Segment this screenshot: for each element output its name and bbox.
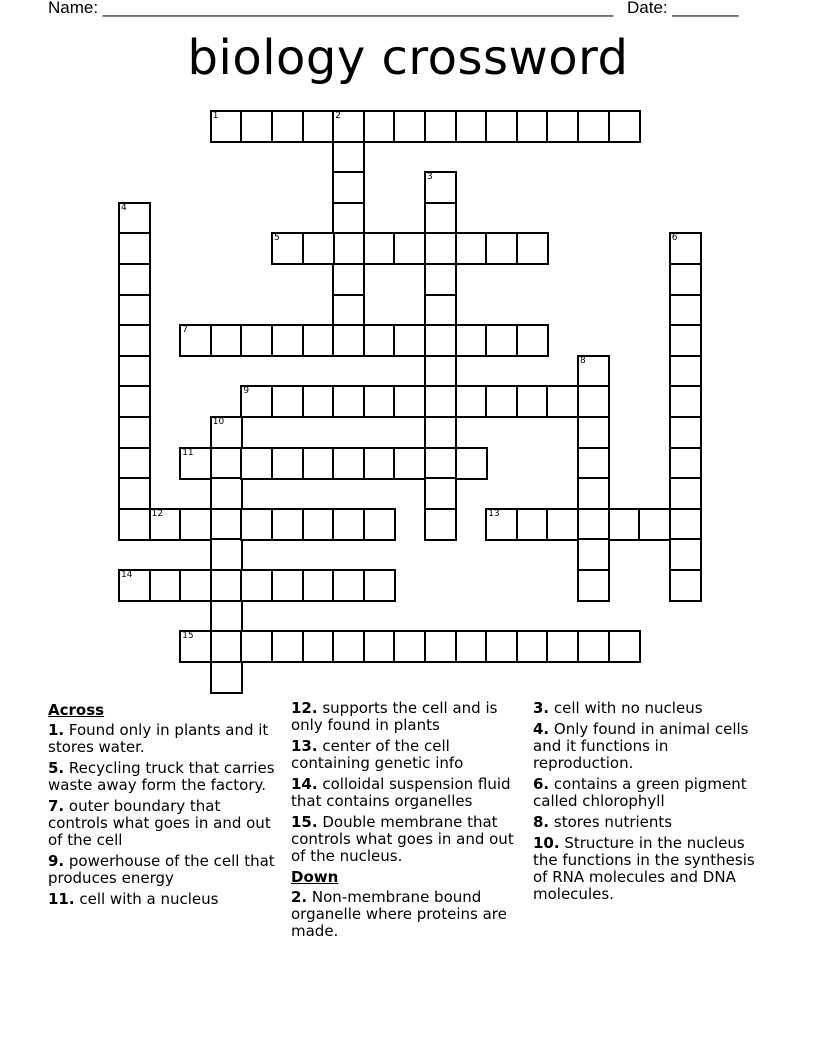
- crossword-cell[interactable]: [546, 110, 579, 143]
- crossword-cell[interactable]: [393, 630, 426, 663]
- crossword-cell[interactable]: [302, 385, 335, 418]
- clue-item: [291, 700, 527, 734]
- crossword-cell[interactable]: [179, 508, 212, 541]
- crossword-cell[interactable]: [608, 110, 641, 143]
- crossword-cell[interactable]: [332, 294, 365, 327]
- crossword-cell[interactable]: [118, 416, 151, 449]
- crossword-cell[interactable]: [271, 110, 304, 143]
- crossword-cell[interactable]: [393, 110, 426, 143]
- cell-number: 12: [151, 508, 164, 519]
- crossword-cell[interactable]: [424, 385, 457, 418]
- crossword-cell[interactable]: [179, 630, 212, 663]
- crossword-cell[interactable]: [210, 508, 243, 541]
- cell-number: 13: [488, 508, 500, 519]
- crossword-cell[interactable]: [332, 385, 365, 418]
- cell-number: 5: [274, 233, 280, 244]
- crossword-cell[interactable]: [302, 569, 335, 602]
- crossword-cell[interactable]: [455, 630, 488, 663]
- clue-text: center of the cell containing genetic info: [291, 737, 464, 772]
- crossword-cell[interactable]: [669, 263, 702, 296]
- crossword-cell[interactable]: [669, 477, 702, 510]
- crossword-cell[interactable]: [149, 508, 182, 541]
- clue-item: [48, 798, 284, 849]
- crossword-cell[interactable]: [455, 232, 488, 265]
- cell-number: 1: [212, 111, 219, 121]
- crossword-cell[interactable]: [210, 600, 243, 633]
- crossword-cell[interactable]: [332, 447, 365, 480]
- crossword-cell[interactable]: [302, 630, 335, 663]
- crossword-cell[interactable]: [363, 447, 396, 480]
- crossword-cell[interactable]: [118, 232, 151, 265]
- crossword-cell[interactable]: [577, 630, 610, 663]
- crossword-cell[interactable]: [393, 232, 426, 265]
- crossword-cell[interactable]: [332, 630, 365, 663]
- clue-item: [533, 776, 769, 810]
- crossword-cell[interactable]: [332, 202, 365, 235]
- crossword-cell[interactable]: [485, 110, 518, 143]
- crossword-cell[interactable]: [118, 355, 151, 388]
- crossword-cell[interactable]: [302, 110, 335, 143]
- crossword-cell[interactable]: [332, 141, 365, 174]
- crossword-cell[interactable]: [485, 324, 518, 357]
- crossword-cell[interactable]: [577, 508, 610, 541]
- clue-number: 5.: [48, 759, 65, 777]
- clue-item: [291, 889, 527, 940]
- clue-text: outer boundary that controls what goes in and out of the cell: [48, 797, 271, 849]
- crossword-cell[interactable]: [210, 661, 243, 694]
- clues-column-2: [291, 700, 527, 944]
- crossword-cell[interactable]: [424, 263, 457, 296]
- crossword-cell[interactable]: [363, 385, 396, 418]
- cell-number: 10: [212, 417, 225, 427]
- crossword-cell[interactable]: [424, 294, 457, 327]
- crossword-cell[interactable]: [669, 355, 702, 388]
- crossword-cell[interactable]: [577, 569, 610, 602]
- clue-number: 10.: [533, 834, 560, 852]
- crossword-cell[interactable]: [363, 630, 396, 663]
- crossword-cell[interactable]: [118, 385, 151, 418]
- crossword-cell[interactable]: [669, 508, 702, 541]
- crossword-cell[interactable]: [393, 324, 426, 357]
- clue-number: 8.: [533, 813, 550, 831]
- clue-number: 6.: [533, 775, 550, 793]
- crossword-cell[interactable]: [240, 630, 273, 663]
- crossword-cell[interactable]: [424, 202, 457, 235]
- crossword-cell[interactable]: [577, 447, 610, 480]
- cell-number: 4: [121, 202, 127, 213]
- crossword-cell[interactable]: [363, 110, 396, 143]
- clue-text: powerhouse of the cell that produces energy: [48, 852, 275, 887]
- crossword-cell[interactable]: [516, 110, 549, 143]
- crossword-cell[interactable]: [669, 538, 702, 571]
- clue-number: 9.: [48, 852, 65, 870]
- crossword-cell[interactable]: [271, 385, 304, 418]
- crossword-cell[interactable]: [424, 232, 457, 265]
- cell-number: 2: [335, 111, 341, 121]
- crossword-cell[interactable]: [271, 324, 304, 357]
- clue-number: 1.: [48, 721, 65, 739]
- clue-number: 4.: [533, 720, 550, 738]
- crossword-cell[interactable]: [577, 416, 610, 449]
- clue-number: 2.: [291, 888, 308, 906]
- clue-item: [48, 891, 284, 908]
- crossword-cell[interactable]: [669, 569, 702, 602]
- crossword-cell[interactable]: [485, 385, 518, 418]
- clue-text: supports the cell and is only found in plants: [291, 699, 498, 734]
- crossword-cell[interactable]: [577, 355, 610, 388]
- crossword-cell[interactable]: [455, 385, 488, 418]
- crossword-cell[interactable]: [210, 569, 243, 602]
- crossword-cell[interactable]: [302, 508, 335, 541]
- clue-text: cell with no nucleus: [549, 699, 703, 717]
- crossword-cell[interactable]: [240, 447, 273, 480]
- crossword-cell[interactable]: [424, 630, 457, 663]
- crossword-cell[interactable]: [546, 508, 579, 541]
- crossword-cell[interactable]: [577, 538, 610, 571]
- crossword-cell[interactable]: [455, 324, 488, 357]
- crossword-cell[interactable]: [669, 294, 702, 327]
- crossword-cell[interactable]: [271, 447, 304, 480]
- crossword-cell[interactable]: [516, 630, 549, 663]
- clue-item: [533, 721, 769, 772]
- crossword-cell[interactable]: [669, 385, 702, 418]
- cell-number: 15: [182, 631, 194, 642]
- crossword-cell[interactable]: [332, 569, 365, 602]
- clue-item: [48, 853, 284, 887]
- crossword-cell[interactable]: [332, 171, 365, 204]
- clue-text: Double membrane that controls what goes in and out of the nucleus.: [291, 813, 514, 865]
- crossword-cell[interactable]: [393, 385, 426, 418]
- crossword-cell[interactable]: [669, 447, 702, 480]
- clue-number: 3.: [533, 699, 550, 717]
- crossword-cell[interactable]: [424, 324, 457, 357]
- cell-number: 3: [427, 172, 433, 183]
- crossword-cell[interactable]: [363, 508, 396, 541]
- crossword-cell[interactable]: [608, 630, 641, 663]
- crossword-cell[interactable]: [424, 447, 457, 480]
- crossword-cell[interactable]: [363, 569, 396, 602]
- crossword-cell[interactable]: [210, 110, 243, 143]
- crossword-cell[interactable]: [240, 385, 273, 418]
- crossword-cell[interactable]: [118, 508, 151, 541]
- clue-text: colloidal suspension fluid that contains organelles: [291, 775, 511, 810]
- crossword-cell[interactable]: [332, 263, 365, 296]
- across-heading: Across: [48, 701, 105, 719]
- crossword-cell[interactable]: [577, 477, 610, 510]
- clue-item: [48, 760, 284, 794]
- crossword-cell[interactable]: [424, 508, 457, 541]
- crossword-cell[interactable]: [424, 477, 457, 510]
- crossword-cell[interactable]: [393, 447, 426, 480]
- crossword-cell[interactable]: [608, 508, 641, 541]
- date-field-label: Date: _______: [627, 0, 739, 17]
- crossword-cell[interactable]: [546, 385, 579, 418]
- clues-column-3: [533, 700, 769, 907]
- crossword-cell[interactable]: [271, 508, 304, 541]
- cell-number: 9: [243, 386, 250, 397]
- cell-number: 6: [671, 233, 678, 244]
- crossword-cell[interactable]: [455, 447, 488, 480]
- crossword-cell[interactable]: [332, 232, 365, 265]
- crossword-cell[interactable]: [118, 324, 151, 357]
- crossword-cell[interactable]: [516, 232, 549, 265]
- cell-number: 14: [121, 570, 133, 580]
- crossword-cell[interactable]: [118, 447, 151, 480]
- crossword-cell[interactable]: [485, 232, 518, 265]
- crossword-cell[interactable]: [149, 569, 182, 602]
- crossword-cell[interactable]: [516, 385, 549, 418]
- clues-column-1: [48, 700, 284, 912]
- crossword-cell[interactable]: [302, 447, 335, 480]
- crossword-cell[interactable]: [332, 324, 365, 357]
- crossword-cell[interactable]: [455, 110, 488, 143]
- page-title: biology crossword: [187, 30, 629, 86]
- crossword-cell[interactable]: [577, 385, 610, 418]
- clue-text: Structure in the nucleus the functions in the synthesis of RNA molecules and DNA molecules.: [533, 834, 755, 903]
- crossword-cell[interactable]: [240, 110, 273, 143]
- crossword-cell[interactable]: [118, 569, 151, 602]
- crossword-cell[interactable]: [179, 324, 212, 357]
- crossword-cell[interactable]: [118, 477, 151, 510]
- clue-number: 12.: [291, 699, 318, 717]
- crossword-cell[interactable]: [210, 477, 243, 510]
- crossword-cell[interactable]: [424, 416, 457, 449]
- crossword-cell[interactable]: [179, 569, 212, 602]
- clue-number: 14.: [291, 775, 318, 793]
- crossword-cell[interactable]: [424, 355, 457, 388]
- crossword-cell[interactable]: [271, 569, 304, 602]
- clue-text: Recycling truck that carries waste away form the factory.: [48, 759, 275, 794]
- clue-number: 11.: [48, 890, 75, 908]
- crossword-cell[interactable]: [240, 324, 273, 357]
- crossword-cell[interactable]: [210, 538, 243, 571]
- clue-item: [533, 814, 769, 831]
- crossword-cell[interactable]: [516, 324, 549, 357]
- crossword-cell[interactable]: [118, 263, 151, 296]
- crossword-cell[interactable]: [638, 508, 671, 541]
- crossword-cell[interactable]: [210, 324, 243, 357]
- cell-number: 7: [182, 325, 188, 336]
- clue-item: [533, 700, 769, 717]
- crossword-cell[interactable]: [669, 232, 702, 265]
- crossword-cell[interactable]: [424, 171, 457, 204]
- cell-number: 11: [182, 447, 194, 458]
- crossword-cell[interactable]: [271, 232, 304, 265]
- clue-number: 7.: [48, 797, 65, 815]
- crossword-cell[interactable]: [546, 630, 579, 663]
- crossword-cell[interactable]: [669, 416, 702, 449]
- clue-item: [291, 776, 527, 810]
- crossword-cell[interactable]: [210, 447, 243, 480]
- cell-number: 8: [580, 355, 586, 366]
- crossword-cell[interactable]: [302, 324, 335, 357]
- crossword-cell[interactable]: [485, 508, 518, 541]
- crossword-cell[interactable]: [516, 508, 549, 541]
- clue-item: [533, 835, 769, 903]
- clue-text: Only found in animal cells and it functions in reproduction.: [533, 720, 749, 772]
- clue-number: 15.: [291, 813, 318, 831]
- crossword-cell[interactable]: [210, 630, 243, 663]
- crossword-cell[interactable]: [118, 202, 151, 235]
- clue-text: cell with a nucleus: [74, 890, 219, 908]
- clue-number: 13.: [291, 737, 318, 755]
- crossword-cell[interactable]: [302, 232, 335, 265]
- crossword-cell[interactable]: [179, 447, 212, 480]
- clue-text: Found only in plants and it stores water.: [48, 721, 269, 756]
- crossword-cell[interactable]: [332, 110, 365, 143]
- clue-item: [291, 814, 527, 865]
- clue-text: Non-membrane bound organelle where proteins are made.: [291, 888, 507, 940]
- crossword-cell[interactable]: [485, 630, 518, 663]
- crossword-cell[interactable]: [577, 110, 610, 143]
- crossword-cell[interactable]: [118, 294, 151, 327]
- crossword-cell[interactable]: [363, 324, 396, 357]
- name-field-label: Name: ______________________________________________________: [48, 0, 614, 17]
- crossword-cell[interactable]: [240, 508, 273, 541]
- crossword-cell[interactable]: [210, 416, 243, 449]
- clue-text: contains a green pigment called chlorophyll: [533, 775, 747, 810]
- clue-item: [48, 722, 284, 756]
- crossword-cell[interactable]: [363, 232, 396, 265]
- crossword-cell[interactable]: [424, 110, 457, 143]
- crossword-cell[interactable]: [240, 569, 273, 602]
- crossword-cell[interactable]: [669, 324, 702, 357]
- crossword-cell[interactable]: [332, 508, 365, 541]
- crossword-cell[interactable]: [271, 630, 304, 663]
- clue-item: [291, 738, 527, 772]
- down-heading: Down: [291, 868, 339, 886]
- clue-text: stores nutrients: [549, 813, 673, 831]
